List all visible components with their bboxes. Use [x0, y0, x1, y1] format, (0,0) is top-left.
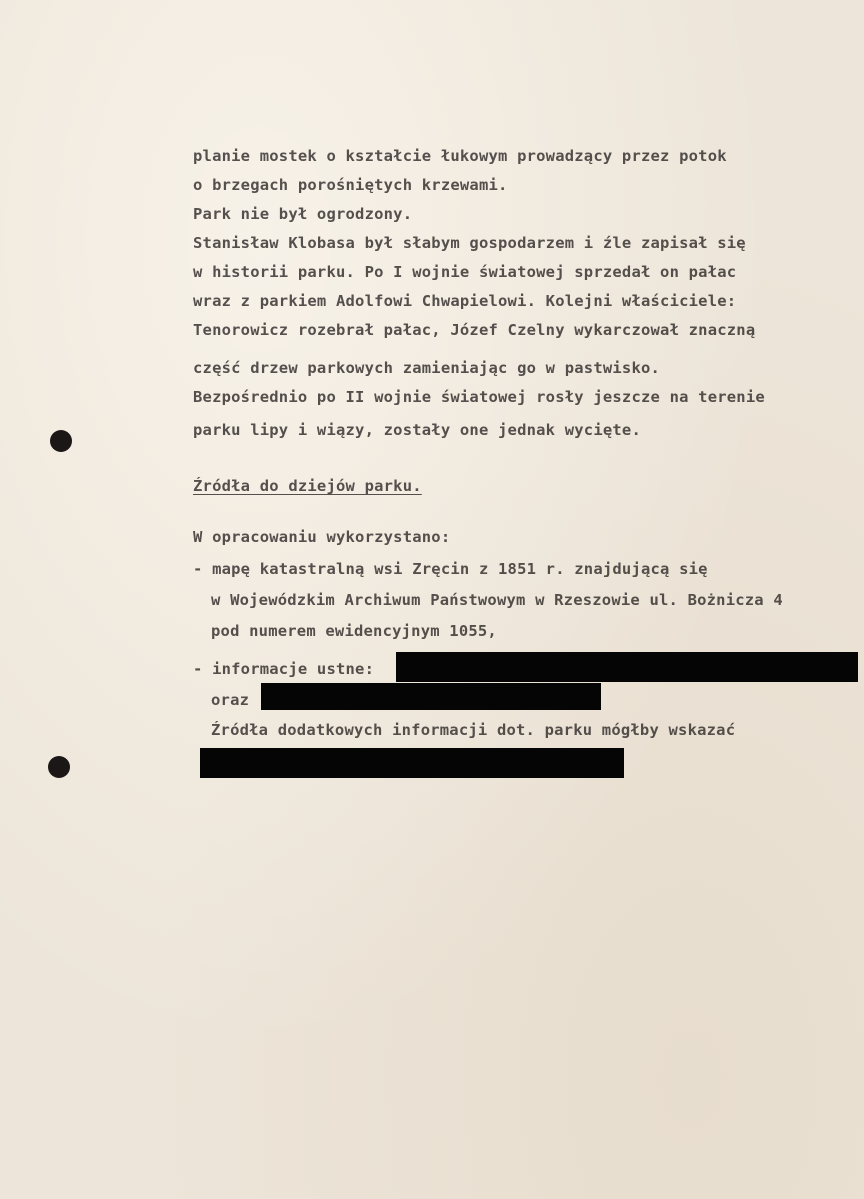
redaction-bar — [200, 748, 624, 778]
punch-hole — [48, 756, 70, 778]
section-heading: Źródła do dziejów parku. — [193, 477, 422, 495]
redaction-bar — [396, 652, 858, 682]
text-line: część drzew parkowych zamieniając go w pastwisko. — [193, 359, 661, 377]
sources-intro: W opracowaniu wykorzystano: — [193, 528, 451, 546]
text-line: Tenorowicz rozebrał pałac, Józef Czelny wykarczował znaczną — [193, 321, 756, 339]
additional-sources: Źródła dodatkowych informacji dot. parku mógłby wskazać — [211, 721, 736, 739]
text-line: Stanisław Klobasa był słabym gospodarzem i źle zapisał się — [193, 234, 746, 252]
text-line: Park nie był ogrodzony. — [193, 205, 413, 223]
oral-oraz: oraz — [211, 691, 250, 709]
text-line: planie mostek o kształcie łukowym prowadzący przez potok — [193, 147, 727, 165]
text-line: o brzegach porośniętych krzewami. — [193, 176, 508, 194]
text-line: parku lipy i wiązy, zostały one jednak wycięte. — [193, 421, 641, 439]
source-map-line: pod numerem ewidencyjnym 1055, — [211, 622, 497, 640]
source-map-line: - mapę katastralną wsi Zręcin z 1851 r. znajdującą się — [193, 560, 708, 578]
source-map-line: w Wojewódzkim Archiwum Państwowym w Rzeszowie ul. Bożnicza 4 — [211, 591, 783, 609]
text-line: Bezpośrednio po II wojnie światowej rosły jeszcze na terenie — [193, 388, 765, 406]
punch-hole — [50, 430, 72, 452]
text-line: w historii parku. Po I wojnie światowej sprzedał on pałac — [193, 263, 737, 281]
text-line: wraz z parkiem Adolfowi Chwapielowi. Kolejni właściciele: — [193, 292, 737, 310]
source-oral: - informacje ustne: — [193, 660, 375, 678]
redaction-bar — [261, 683, 601, 710]
